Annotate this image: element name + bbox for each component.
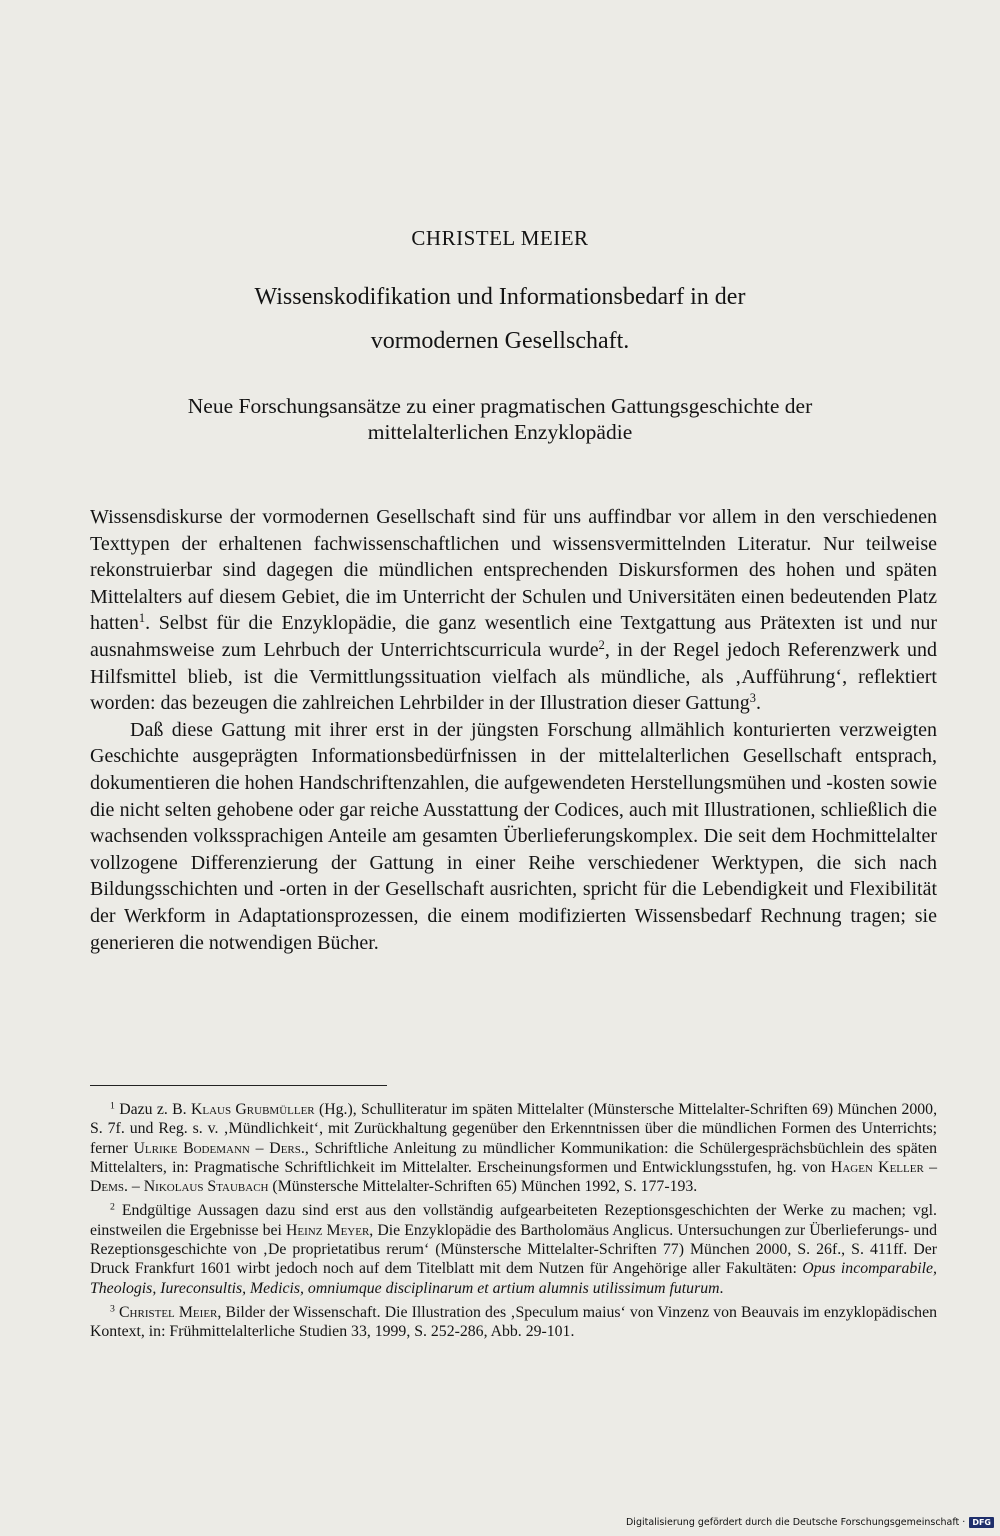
footnote-1 (90, 1100, 937, 1196)
paragraph-1-part-2: . Selbst für die Enzyklopädie, die ganz wesentlich eine Textgattung aus Prätexten ist und nur ausnahmsweise zum Lehrbuch der Unterrichtscurricula wurde (90, 612, 937, 661)
subtitle (120, 393, 880, 445)
footnote-ref-2: 2 (598, 638, 605, 653)
footnote-1-text-3: , Schriftliche Anleitung zu mündlicher Kommunikation: die Schülergesprächsbüchlein des späten Mittelalters, in: Pragmatische Schriftlichkeit im Mittelalter. Erscheinungsformen und Entwicklungsstufen, hg. von (90, 1139, 938, 1176)
dfg-logo-icon: DFG (969, 1517, 994, 1528)
footnote-1-name-1: Klaus Grubmüller (190, 1101, 315, 1118)
paragraph-2: Daß diese Gattung mit ihrer erst in der jüngsten Forschung allmählich konturierten verzweigten Geschichte ausgeprägten Informationsbedürfnissen in der mittelalterlichen Gesellschaft entsprach, dokumentieren die hohen Handschriftenzahlen, die aufgewendeten Herstellungsmühen und -kosten sowie die nicht selten gehobene oder gar reiche Ausstattung der Codices, auch mit Illustrationen, schließlich die wachsenden volkssprachigen Anteile am gesamten Überlieferungskomplex. Die seit dem Hochmittelalter vollzogene Differenzierung der Gattung in einer Reihe verschiedener Werktypen, die sich nach Bildungsschichten und -orten in der Gesellschaft ausrichten, spricht für die Lebendigkeit und Flexibilität der Werkform in Adaptationsprozessen, die einem modifizierten Wissensbedarf Rechnung tragen; sie generieren die notwendigen Bücher. (90, 718, 937, 954)
footnote-3-text-2: , Bilder der Wissenschaft. Die Illustration des ‚Speculum maius‘ von Vinzenz von Beauvais im enzyklopädischen Kontext, in: Frühmittelalterliche Studien 33, 1999, S. 252-286, Abb. 29-101. (90, 1303, 937, 1341)
footnote-2-text-2: , Die Enzyklopädie des Bartholomäus Anglicus. Untersuchungen zur Überlieferungs- und Rezeptionsgeschichte von ‚De proprietatibus rerum‘ (Münstersche Mittelalter-Schriften 77) München 2000, S. 26f., S. 411ff. Der Druck Frankfurt 1601 wirbt jedoch noch auf dem Titelblatt mit dem Nutzen für Angehörige aller Fakultäten: (90, 1221, 937, 1278)
subtitle-line-1: Neue Forschungsansätze zu einer pragmatischen Gattungsgeschichte der (187, 394, 813, 418)
paragraph-1 (90, 504, 937, 717)
footnote-1-name-3: Hagen Keller – Dems. – Nikolaus Staubach (90, 1158, 937, 1196)
footer-text: Digitalisierung gefördert durch die Deutsche Forschungsgemeinschaft · (625, 1517, 966, 1528)
footnote-1-text-2: (Hg.), Schulliteratur im späten Mittelalter (Münstersche Mittelalter-Schriften 69) München 2000, S. 7f. und Reg. s. v. ‚Mündlichkeit‘, mit Zurückhaltung gegenüber den Erkenntnissen über die mündlichen Formen des Unterrichts; ferner (90, 1101, 938, 1157)
footnote-2-number: 2 (110, 1202, 115, 1214)
title-line-1: Wissenskodifikation und Informationsbedarf in der (254, 284, 746, 310)
author-name: CHRISTEL MEIER (411, 226, 589, 250)
footnote-ref-1: 1 (138, 611, 146, 626)
footnote-2-latin-quote: Opus incomparabile, Theologis, Iureconsultis, Medicis, omniumque disciplinarum et artium alumnis utilissimum futurum (90, 1260, 937, 1297)
footnotes (90, 1100, 937, 1347)
footnote-divider (90, 1085, 387, 1086)
footnote-1-text-1: Dazu z. B. (114, 1101, 191, 1118)
footnote-3 (90, 1303, 937, 1342)
body-text (90, 504, 937, 956)
footnote-1-text-4: (Münstersche Mittelalter-Schriften 65) München 1992, S. 177-193. (268, 1178, 698, 1196)
subtitle-line-2: mittelalterlichen Enzyklopädie (367, 420, 633, 444)
paragraph-1-part-1: Wissensdiskurse der vormodernen Gesellschaft sind für uns auffindbar vor allem in den verschiedenen Texttypen der erhaltenen fachwissenschaftlichen und wissensvermittelnden Literatur. Nur teilweise rekonstruierbar sind dagegen die mündlichen entsprechenden Diskursformen des hohen und späten Mittelalters auf diesem Gebiet, die im Unterricht der Schulen und Universitäten einen bedeutenden Platz hatten (90, 506, 937, 635)
footnote-2-name-1: Heinz Meyer (285, 1221, 370, 1239)
title-line-2: vormodernen Gesellschaft. (370, 328, 630, 354)
footnote-2 (90, 1201, 937, 1297)
paragraph-1-part-4: . (755, 692, 761, 715)
digitization-footer (626, 1517, 994, 1528)
footnote-1-number: 1 (110, 1100, 115, 1112)
footnote-ref-3: 3 (749, 691, 756, 706)
footnote-2-text-1: Endgültige Aussagen dazu sind erst aus den vollständig aufgearbeiteten Rezeptionsgeschichten der Werke zu machen; vgl. einstweilen die Ergebnisse bei (90, 1202, 937, 1239)
footnote-1-name-2: Ulrike Bodemann – Ders. (133, 1139, 305, 1157)
footnote-2-text-3: . (719, 1279, 724, 1297)
footnote-3-name-1: Christel Meier (119, 1303, 218, 1321)
paragraph-1-part-3: , in der Regel jedoch Referenzwerk und Hilfsmittel blieb, ist die Vermittlungssituation vielfach als mündliche, als ‚Aufführung‘, reflektiert worden: das bezeugen die zahlreichen Lehrbilder in der Illustration dieser Gattung (90, 638, 938, 715)
footnote-3-number: 3 (110, 1303, 115, 1315)
